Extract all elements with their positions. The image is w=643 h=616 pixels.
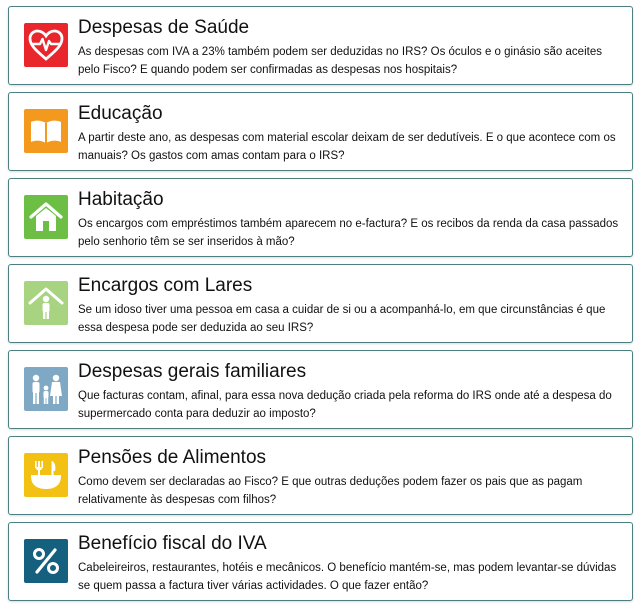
topic-title: Pensões de Alimentos	[78, 447, 267, 468]
topic-card-lares[interactable]	[8, 264, 633, 343]
family-icon	[24, 367, 68, 411]
open-book-icon	[24, 109, 68, 153]
topic-title: Despesas de Saúde	[78, 17, 250, 38]
topic-title: Despesas gerais familiares	[78, 361, 307, 382]
topic-title: Habitação	[78, 189, 164, 210]
topic-title: Benefício fiscal do IVA	[78, 533, 267, 554]
topic-description: A partir deste ano, as despesas com material escolar deixam de ser dedutíveis. E o que acontece com os manuais? Os gastos com amas contam para o IRS?	[78, 132, 616, 162]
topic-description: Se um idoso tiver uma pessoa em casa a cuidar de si ou a acompanhá-lo, em que circunstâncias é que essa despesa pode ser deduzida ao seu IRS?	[78, 304, 606, 334]
topic-card-saude[interactable]	[8, 6, 633, 85]
house-icon	[24, 195, 68, 239]
topic-description: Cabeleireiros, restaurantes, hotéis e mecânicos. O benefício mantém-se, mas podem levantar-se dúvidas se quem passa a factura tiver várias actividades. O que fazer então?	[78, 562, 617, 592]
topic-title: Educação	[78, 103, 163, 124]
topic-description: Que facturas contam, afinal, para essa nova dedução criada pela reforma do IRS onde até a despesa do supermercado conta para deduzir ao imposto?	[78, 390, 612, 420]
topic-card-iva[interactable]	[8, 522, 633, 601]
heart-pulse-icon	[24, 23, 68, 67]
topic-card-habitacao[interactable]	[8, 178, 633, 257]
topic-card-educacao[interactable]	[8, 92, 633, 171]
topic-card-familiares[interactable]	[8, 350, 633, 429]
topic-description: Como devem ser declaradas ao Fisco? E que outras deduções podem fazer os pais que as pagam relativamente às despesas com filhos?	[78, 476, 583, 506]
percent-icon	[24, 539, 68, 583]
topic-title: Encargos com Lares	[78, 275, 253, 296]
cutlery-plate-icon	[24, 453, 68, 497]
topic-card-pensoes[interactable]	[8, 436, 633, 515]
person-house-icon	[24, 281, 68, 325]
topic-description: As despesas com IVA a 23% também podem ser deduzidas no IRS? Os óculos e o ginásio são aceites pelo Fisco? E quando podem ser confirmadas as despesas nos hospitais?	[78, 46, 602, 76]
topic-description: Os encargos com empréstimos também aparecem no e-factura? E os recibos da renda da casa passados pelo senhorio têm se ser inseridos à mão?	[78, 218, 619, 248]
